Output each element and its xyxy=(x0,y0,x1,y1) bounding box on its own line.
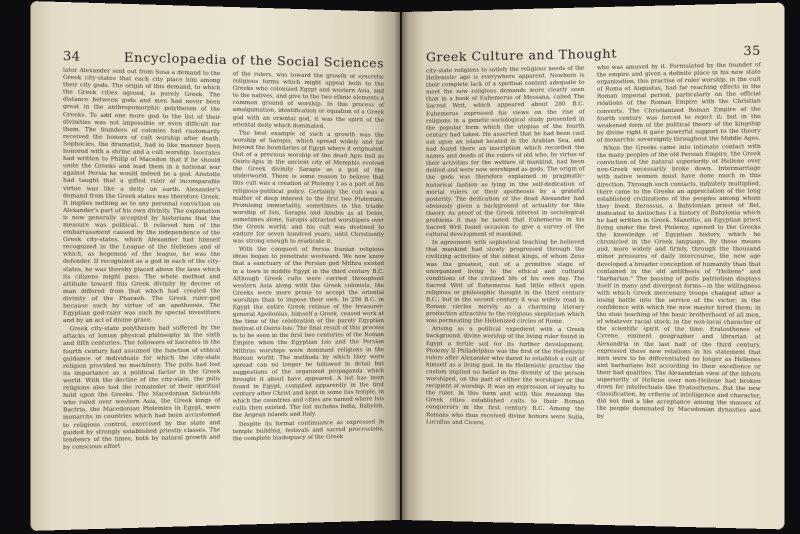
left-column-2 xyxy=(233,71,384,449)
left-page-columns xyxy=(31,63,400,454)
right-column-2 xyxy=(597,62,761,432)
left-page-number: 34 xyxy=(63,48,81,64)
paragraph: city-state religions to satisfy the religious needs of the Hellenistic age is everywhere apparent. Nowhere is their complete lack of a spiritual content adequate to meet the new religious demands more clearly seen than in a book of Euhemerus of Messana, called The Sacred Writ, which appeared about 280 B.C. Euhemerus expressed his views on the rise of religions in a genetic-sociological study presented in the popular form which the utopias of the fourth century had taken. He asserted that he had been cast out upon an island located in the Arabian Sea, and had found there an inscription which recorded the names and deeds of the rulers of old who, by virtue of their activities for the welfare of mankind, had been deified and were now worshiped as gods. The origin of the gods was therefore explained in pragmatic-historical fashion as lying in the self-dedication of mortal rulers or their apotheosis by a grateful posterity. The deification of the dead Alexander had obviously given a background of actuality for this theory. As proof of the Greek interest in sociological problems it may be noted that Euhemerus in his Sacred Writ found occasion to give a survey of the cultural development of mankind. xyxy=(425,65,585,239)
left-column-1 xyxy=(63,67,220,452)
paragraph: of the rulers, was toward the growth of syncretic religious forms which might appeal both to the Greeks who colonized Egypt and western Asia, and to the natives, and give to the two ethnic elements a common ground of worship. In this process of amalgamation, identification or equation of a Greek god with an oriental god, it was the spirit of the oriental deity which dominated. xyxy=(232,71,385,130)
paragraph: In agreement with sophistical teaching he believed that mankind had slowly progressed through the civilizing activities of the oldest kings, of whom Zeus was the greatest, out of a primitive stage of unorganized living to the ethical and cultural conditions of the civilized life of his own day. The Sacred Writ of Euhemerus had little effect upon religious or philosophic thought in the third century B.C.; but in the second century it was widely read in Roman circles merely as a charming literary production attractive to the religious skepticism which was permeating the Hellenized circles of Rome. xyxy=(425,239,585,326)
right-page-header xyxy=(402,3,784,65)
paragraph: Greek city-state polytheism had suffered by the attacks of Ionian physical philosophy in the sixth and fifth centuries. The followers of Socrates in the fourth century had assumed the function of ethical guidance of individuals for which the city-state religion provided no machinery. The polis had lost its importance as a political factor in the Greek world. With the decline of the city-state, the polis religions also lost the remainder of their spiritual hold upon the Greeks. The Macedonian Seleucids who ruled over western Asia, the Greek kings of Bactria, the Macedonian Ptolemies in Egypt, were monarchs in countries which had been accustomed to religious control, exercised by the state and guided by strongly established priestly classes. The tendency of the times, both by natural growth and by conscious effort xyxy=(63,325,221,451)
right-page-number: 35 xyxy=(743,43,761,59)
left-running-head: Encyclopaedia of the Social Sciences xyxy=(123,49,385,71)
paragraph: who was amused by it. Formulated by the founder of the empire and given a definite place in his new state organization, this practise of ruler worship, in the cult of Roma et Augustus, had far reaching effects in the Roman imperial period, particularly on the official relations of the Roman Empire with the Christian converts. The Christianized Roman Empire of the fourth century was forced to reject it; but in the weakened form of the political theory of the kingship by divine right it gave powerful support to the theory of monarchic sovereignty throughout the Middle Ages. xyxy=(596,62,761,144)
left-page-header xyxy=(31,1,400,71)
paragraph: Arising as a political expedient with a Greek background, divine worship of the living ruler found in Egypt a fertile soil for its further development. Ptolemy II Philadelphus was the first of the Hellenistic rulers after Alexander who dared to establish a cult of himself as a living god. In its Hellenistic practise the custom implied no belief in the divinity of the person worshiped, on the part of either the worshiper or the recipient of worship. It was an expression of loyalty to the ruler. In this form and with this meaning the Greek cities established cults to their Roman conquerors in the first century B.C. Among the Romans who thus received divine honors were Sulla, Lucullus and Cicero, xyxy=(425,326,585,426)
paragraph: With the conquest of Persia Iranian religious ideas began to penetrate westward. We now know that a sanctuary of the Persian god Mithra existed in a town in middle Egypt in the third century B.C. Although Greek cults were carried throughout western Asia along with the Greek colonists, the Greeks were more prone to accept the oriental worships than to impose their own. In 256 B.C. in Egypt the entire Greek retinue of the treasurer-general Apollonius, himself a Greek, ceased work at the time of the celebration of the purely Egyptian festival of Osiris-Isis. The final result of this process is to be seen in the first two centuries of the Roman Empire when the Egyptian Isis and the Persian Mithras worships were dominant religions in the Roman world. The methods by which they were spread can no longer be followed in detail but suggestions of the organized propaganda which brought it about have appeared. A list has been found in Egypt, compiled apparently in the first century after Christ and kept in some Isis temple, in which the countries and cities are named where Isis cults then existed. The list includes India, Babylon, the Aegean islands and Italy. xyxy=(232,246,385,420)
paragraph: When the Greeks came into intimate contact with the many peoples of the old Persian Empire, the Greek conviction of the natural superiority of Hellene over non-Greek necessarily broke down. Intermarriage with native women must have done much in this direction. Through such contacts, infinitely multiplied, there came to the Greeks an appreciation of the long established civilizations of the peoples among whom they lived. Berossus, a Babylonian priest of Bel, dedicated to Antiochus I a history of Babylonia which he had written in Greek. Manetho, an Egyptian priest living under the first Ptolemy, opened to the Greeks the knowledge of Egyptian history, which he chronicled in the Greek language. By these means and, more widely and firmly, through the thousand minor pressures of daily intercourse, the new age developed a broader conception of humanity than that contained in the old antithesis of "Hellene" and "barbarian." The passing of polis patriotism displays itself in many and divergent forms—in the willingness with which Greek mercenary troops changed after a losing battle into the service of the victor; in the confidence with which the new master hired them; in the stoic teaching of the basic brotherhood of all men, of whatever racial stock; in the non-local character of the scientific spirit of the time. Eratosthenes of Cyrene, eminent geographer and librarian at Alexandria in the last half of the third century, expressed these new relations in his statement that men were to be differentiated no longer as Hellenes and barbarians but according to their excellence or their bad qualities. The Alexandrian view of the inborn superiority of Hellene over non-Hellene had broken down for intellectuals like Eratosthenes. But the new classification, by criteria of intelligence and character, did not find a like acceptance among the masses of the people dominated by Macedonian dynasties and by xyxy=(596,143,761,420)
left-page xyxy=(31,1,400,531)
open-book xyxy=(44,12,772,528)
right-column-1 xyxy=(426,66,585,430)
right-page xyxy=(402,3,784,530)
paragraph: The best example of such a growth was the worship of Sarapis, which spread widely and far beyond the boundaries of Egypt where it originated. Out of a previous worship of the dead Apis bull as Osiris-Apis in the ancient city of Memphis evolved the Greek divinity Sarapis as a god of the underworld. There is some reason to believe that this cult was a creation of Ptolemy I as a part of his religious-political policy. Certainly the cult was a matter of deep interest to the first two Ptolemies. Promising immortality, sometimes in the triadic worship of Isis, Sarapis and Anubis as at Delos, sometimes alone, Sarapis attracted worshipers over the Greek world; and his cult was destined to endure for seven hundred years, until Christianity was strong enough to eradicate it. xyxy=(232,130,385,245)
right-running-head: Greek Culture and Thought xyxy=(425,45,617,65)
paragraph: Despite its formal continuance as expressed in temple building, festivals and sacred processions, the complete inadequacy of the Greek xyxy=(232,418,385,443)
paragraph: later Alexander sent out from Susa a demand to the Greek city-states that each city place him among their city gods. The origin of this demand, to which the Greek cities agreed, is purely Greek. The distance between gods and men had never been great in the anthropomorphic polytheism of the Greeks. To add one more god to the list of their divinities was not impossible or even difficult for them. The founders of colonies had customarily received the honors of cult worship after death. Sophocles, the dramatist, had in like manner been honored with a shrine and a cult worship. Isocrates had written to Philip of Macedon that if he should unite the Greeks and lead them in a national war against Persia he would indeed be a god. Aristotle had taught that a gifted ruler of incomparable virtue was like a deity on earth. Alexander's demand from the Greek states was therefore Greek. It implies nothing as to any personal conviction on Alexander's part of his own divinity. The explanation is now generally accepted by historians that the measure was political. It relieved him of the embarrassment caused by the independence of the Greek city-states, which Alexander had himself recognized in the League of the Hellenes and of which, as hegemon of the league, he was the defender. If recognized as a god in each of the city-states, he was thereby placed above the laws which its citizens might pass. The whole method and attitude toward this Greek divinity by decree of man differed from that which had created the divinity of the Pharaoh. The Greek ruler-god because such by virtue of an apotheosis. The Egyptian god-ruler was such by special investiture and by an act of divine grace. xyxy=(63,67,221,325)
right-page-columns xyxy=(402,58,784,433)
